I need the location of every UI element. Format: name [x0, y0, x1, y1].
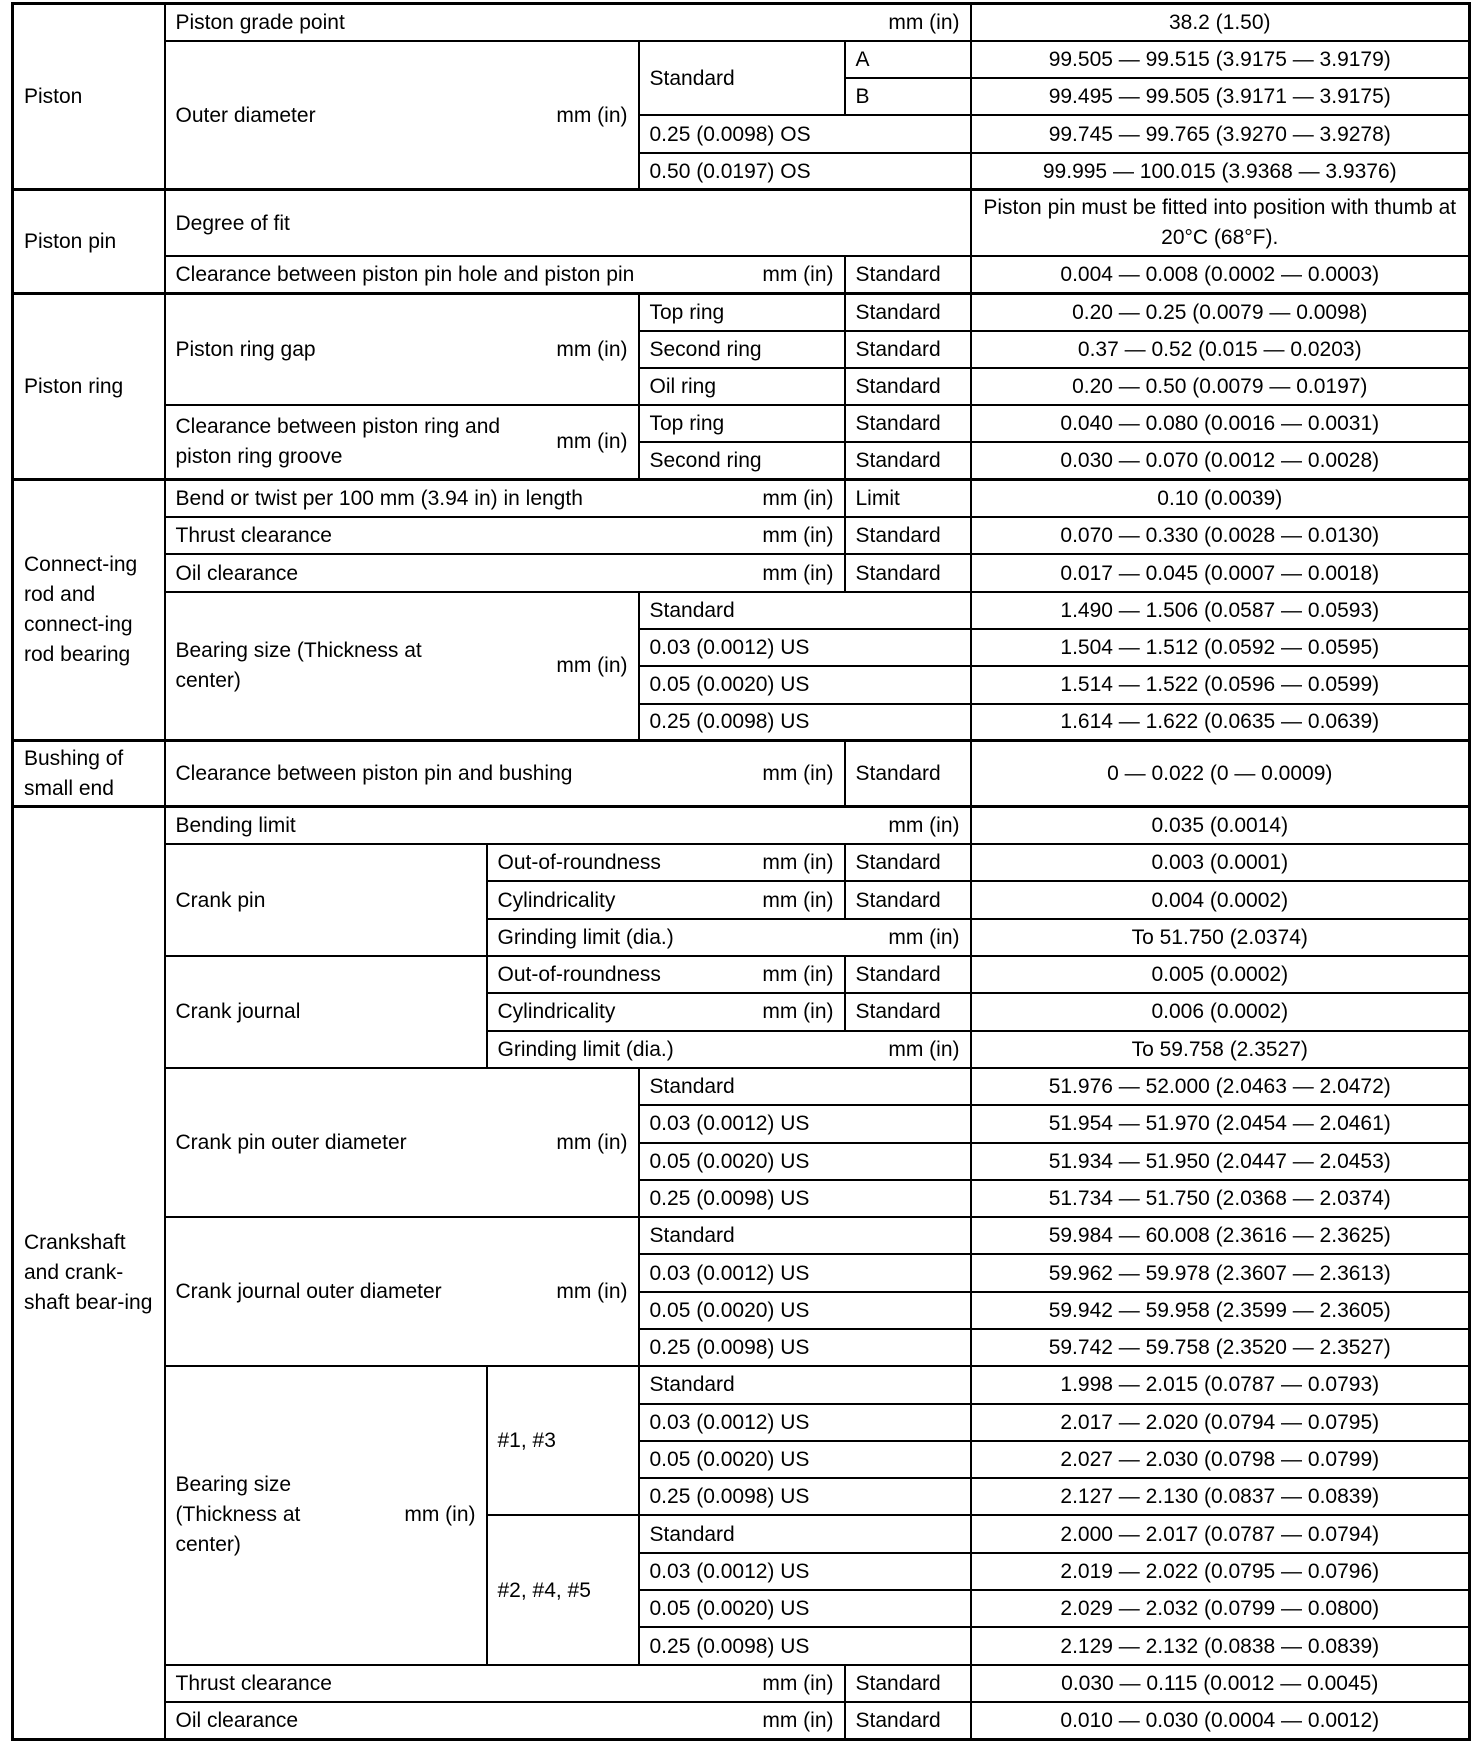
sub-label: Out-of-roundness mm (in) — [487, 844, 845, 881]
spec-label: Crank pin outer diameter mm (in) — [165, 1068, 639, 1217]
spec-label: Bearing size (Thickness at center) mm (in) — [165, 592, 639, 741]
condition: Standard — [845, 368, 971, 405]
condition: 0.25 (0.0098) US — [639, 1329, 971, 1366]
spec-value: 51.934 — 51.950 (2.0447 — 2.0453) — [971, 1143, 1470, 1180]
spec-value: To 51.750 (2.0374) — [971, 919, 1470, 956]
spec-value: 59.942 — 59.958 (2.3599 — 2.3605) — [971, 1292, 1470, 1329]
ring: Second ring — [639, 442, 845, 479]
condition: Standard — [845, 331, 971, 368]
sub-label: Cylindricality mm (in) — [487, 993, 845, 1030]
spec-value: 0.006 (0.0002) — [971, 993, 1470, 1030]
condition: 0.25 (0.0098) US — [639, 1180, 971, 1217]
spec-value: 1.514 — 1.522 (0.0596 — 0.0599) — [971, 666, 1470, 703]
condition: Standard — [845, 881, 971, 918]
spec-value: 51.734 — 51.750 (2.0368 — 2.0374) — [971, 1180, 1470, 1217]
condition: Standard — [845, 956, 971, 993]
spec-value: 0.017 — 0.045 (0.0007 — 0.0018) — [971, 554, 1470, 591]
condition: 0.25 (0.0098) US — [639, 1627, 971, 1664]
spec-value: 0.004 (0.0002) — [971, 881, 1470, 918]
spec-label: Oil clearance mm (in) — [165, 1702, 845, 1739]
spec-value: 38.2 (1.50) — [971, 4, 1470, 41]
spec-value: 2.029 — 2.032 (0.0799 — 0.0800) — [971, 1590, 1470, 1627]
condition: Standard — [845, 741, 971, 807]
section-piston-pin: Piston pin — [13, 190, 165, 293]
spec-value: 99.995 — 100.015 (3.9368 — 3.9376) — [971, 153, 1470, 190]
condition: Standard — [845, 442, 971, 479]
spec-label: Clearance between piston pin and bushing mm (in) — [165, 741, 845, 807]
condition: Standard — [845, 554, 971, 591]
spec-value: 2.027 — 2.030 (0.0798 — 0.0799) — [971, 1441, 1470, 1478]
spec-value: Piston pin must be fitted into position with thumb at 20°C (68°F). — [971, 190, 1470, 256]
spec-value: 1.614 — 1.622 (0.0635 — 0.0639) — [971, 704, 1470, 741]
section-connecting-rod: Connect-ing rod and connect-ing rod bearing — [13, 480, 165, 741]
spec-label: Clearance between piston pin hole and piston pin mm (in) — [165, 256, 845, 293]
condition: Standard — [845, 293, 971, 330]
spec-label: Degree of fit — [165, 190, 971, 256]
spec-value: 0.37 — 0.52 (0.015 — 0.0203) — [971, 331, 1470, 368]
condition: 0.05 (0.0020) US — [639, 1590, 971, 1627]
section-crankshaft: Crankshaft and crank-shaft bear-ing — [13, 807, 165, 1739]
condition: 0.03 (0.0012) US — [639, 629, 971, 666]
condition: Standard — [639, 592, 971, 629]
spec-label: Crank pin — [165, 844, 487, 956]
spec-label: Bending limit mm (in) — [165, 807, 971, 844]
spec-value: 99.505 — 99.515 (3.9175 — 3.9179) — [971, 41, 1470, 78]
condition: Standard — [639, 1515, 971, 1552]
spec-label: Outer diameter mm (in) — [165, 41, 639, 190]
condition: Standard — [639, 1068, 971, 1105]
condition: Standard — [639, 1217, 971, 1254]
spec-value: 2.017 — 2.020 (0.0794 — 0.0795) — [971, 1404, 1470, 1441]
spec-value: 0.040 — 0.080 (0.0016 — 0.0031) — [971, 405, 1470, 442]
condition: Standard — [845, 517, 971, 554]
spec-label: Bend or twist per 100 mm (3.94 in) in length mm (in) — [165, 480, 845, 517]
ring: Second ring — [639, 331, 845, 368]
spec-value: 2.000 — 2.017 (0.0787 — 0.0794) — [971, 1515, 1470, 1552]
spec-value: 1.490 — 1.506 (0.0587 — 0.0593) — [971, 592, 1470, 629]
section-piston-ring: Piston ring — [13, 293, 165, 479]
spec-value: 59.984 — 60.008 (2.3616 — 2.3625) — [971, 1217, 1470, 1254]
condition: Standard — [845, 405, 971, 442]
spec-value: 0 — 0.022 (0 — 0.0009) — [971, 741, 1470, 807]
spec-label: Clearance between piston ring and piston ring groove mm (in) — [165, 405, 639, 480]
ring: Top ring — [639, 293, 845, 330]
condition: 0.50 (0.0197) OS — [639, 153, 971, 190]
spec-value: 1.504 — 1.512 (0.0592 — 0.0595) — [971, 629, 1470, 666]
condition: 0.25 (0.0098) US — [639, 1478, 971, 1515]
section-bushing: Bushing of small end — [13, 741, 165, 807]
ring: Top ring — [639, 405, 845, 442]
spec-value: 99.745 — 99.765 (3.9270 — 3.9278) — [971, 115, 1470, 152]
condition: Standard — [845, 844, 971, 881]
spec-label: Bearing size (Thickness at center) mm (in) — [165, 1366, 487, 1664]
spec-label: Crank journal outer diameter mm (in) — [165, 1217, 639, 1366]
spec-label: Crank journal — [165, 956, 487, 1068]
ring: Oil ring — [639, 368, 845, 405]
condition: 0.03 (0.0012) US — [639, 1553, 971, 1590]
spec-value: 0.030 — 0.115 (0.0012 — 0.0045) — [971, 1665, 1470, 1702]
spec-value: 0.030 — 0.070 (0.0012 — 0.0028) — [971, 442, 1470, 479]
spec-value: 51.976 — 52.000 (2.0463 — 2.0472) — [971, 1068, 1470, 1105]
sub-label: Cylindricality mm (in) — [487, 881, 845, 918]
spec-value: 2.127 — 2.130 (0.0837 — 0.0839) — [971, 1478, 1470, 1515]
spec-value: 2.019 — 2.022 (0.0795 — 0.0796) — [971, 1553, 1470, 1590]
spec-value: 0.010 — 0.030 (0.0004 — 0.0012) — [971, 1702, 1470, 1739]
spec-label: Thrust clearance mm (in) — [165, 517, 845, 554]
spec-value: 99.495 — 99.505 (3.9171 — 3.9175) — [971, 78, 1470, 115]
spec-value: 1.998 — 2.015 (0.0787 — 0.0793) — [971, 1366, 1470, 1403]
spec-table — [11, 2, 1471, 1741]
condition: Standard — [845, 993, 971, 1030]
condition: 0.05 (0.0020) US — [639, 1292, 971, 1329]
journal-group: #2, #4, #5 — [487, 1515, 639, 1664]
condition: Standard — [845, 256, 971, 293]
spec-value: 59.962 — 59.978 (2.3607 — 2.3613) — [971, 1254, 1470, 1291]
condition: 0.03 (0.0012) US — [639, 1404, 971, 1441]
spec-label: Piston ring gap mm (in) — [165, 293, 639, 405]
spec-label: Piston grade point mm (in) — [165, 4, 971, 41]
spec-value: 0.003 (0.0001) — [971, 844, 1470, 881]
section-piston: Piston — [13, 4, 165, 190]
spec-label: Thrust clearance mm (in) — [165, 1665, 845, 1702]
spec-value: 0.070 — 0.330 (0.0028 — 0.0130) — [971, 517, 1470, 554]
condition: Standard — [639, 41, 845, 116]
spec-value: 0.10 (0.0039) — [971, 480, 1470, 517]
grade: A — [845, 41, 971, 78]
spec-value: 0.20 — 0.50 (0.0079 — 0.0197) — [971, 368, 1470, 405]
condition: Limit — [845, 480, 971, 517]
condition: 0.05 (0.0020) US — [639, 1143, 971, 1180]
condition: Standard — [639, 1366, 971, 1403]
spec-value: To 59.758 (2.3527) — [971, 1031, 1470, 1068]
spec-value: 2.129 — 2.132 (0.0838 — 0.0839) — [971, 1627, 1470, 1664]
sub-label: Grinding limit (dia.) mm (in) — [487, 1031, 971, 1068]
condition: 0.05 (0.0020) US — [639, 666, 971, 703]
grade: B — [845, 78, 971, 115]
condition: 0.05 (0.0020) US — [639, 1441, 971, 1478]
spec-value: 0.035 (0.0014) — [971, 807, 1470, 844]
spec-value: 51.954 — 51.970 (2.0454 — 2.0461) — [971, 1105, 1470, 1142]
spec-label: Oil clearance mm (in) — [165, 554, 845, 591]
spec-value: 0.20 — 0.25 (0.0079 — 0.0098) — [971, 293, 1470, 330]
condition: Standard — [845, 1702, 971, 1739]
condition: 0.03 (0.0012) US — [639, 1105, 971, 1142]
condition: 0.25 (0.0098) US — [639, 704, 971, 741]
sub-label: Out-of-roundness mm (in) — [487, 956, 845, 993]
journal-group: #1, #3 — [487, 1366, 639, 1515]
spec-value: 59.742 — 59.758 (2.3520 — 2.3527) — [971, 1329, 1470, 1366]
condition: Standard — [845, 1665, 971, 1702]
spec-value: 0.004 — 0.008 (0.0002 — 0.0003) — [971, 256, 1470, 293]
condition: 0.25 (0.0098) OS — [639, 115, 971, 152]
sub-label: Grinding limit (dia.) mm (in) — [487, 919, 971, 956]
condition: 0.03 (0.0012) US — [639, 1254, 971, 1291]
spec-value: 0.005 (0.0002) — [971, 956, 1470, 993]
